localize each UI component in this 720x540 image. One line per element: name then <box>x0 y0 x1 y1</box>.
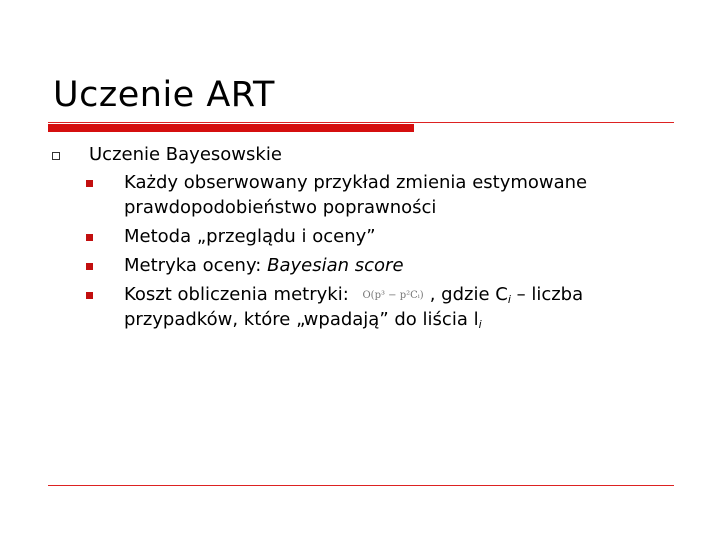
sub-bullet-3-italic: Bayesian score <box>267 255 404 276</box>
sub-bullet-1-line-2: prawdopodobieństwo poprawności <box>124 197 437 218</box>
cost-formula: O(p³ − p²Cᵢ) <box>362 290 424 301</box>
sub-bullet-3-prefix: Metryka oceny: <box>124 255 268 276</box>
title-rule-thick <box>48 124 414 132</box>
sub-bullet-4-line-2 <box>124 307 482 338</box>
red-square-bullet-icon <box>86 180 93 187</box>
sub-bullet-4-prefix: Koszt obliczenia metryki: <box>124 284 355 305</box>
subscript-i: i <box>507 293 511 306</box>
sub-bullet-2: Metoda „przeglądu i oceny” <box>124 226 376 247</box>
red-square-bullet-icon <box>86 263 93 270</box>
sub-bullet-4-line-2-prefix: przypadków, które „wpadają” do liścia l <box>124 309 479 330</box>
red-square-bullet-icon <box>86 234 93 241</box>
sub-bullet-1-line-1: Każdy obserwowany przykład zmienia estymowane <box>124 172 588 193</box>
footer-rule <box>48 485 674 486</box>
sub-bullet-4-middle: , gdzie C <box>429 284 508 305</box>
sub-bullet-3 <box>124 253 404 279</box>
hollow-square-bullet-icon <box>52 152 60 160</box>
subscript-i: i <box>478 318 482 331</box>
red-square-bullet-icon <box>86 292 93 299</box>
title-rule-thin <box>48 122 674 123</box>
main-bullet-text: Uczenie Bayesowskie <box>89 144 282 165</box>
sub-bullet-4-suffix: – liczba <box>510 284 584 305</box>
slide-title: Uczenie ART <box>53 75 275 115</box>
